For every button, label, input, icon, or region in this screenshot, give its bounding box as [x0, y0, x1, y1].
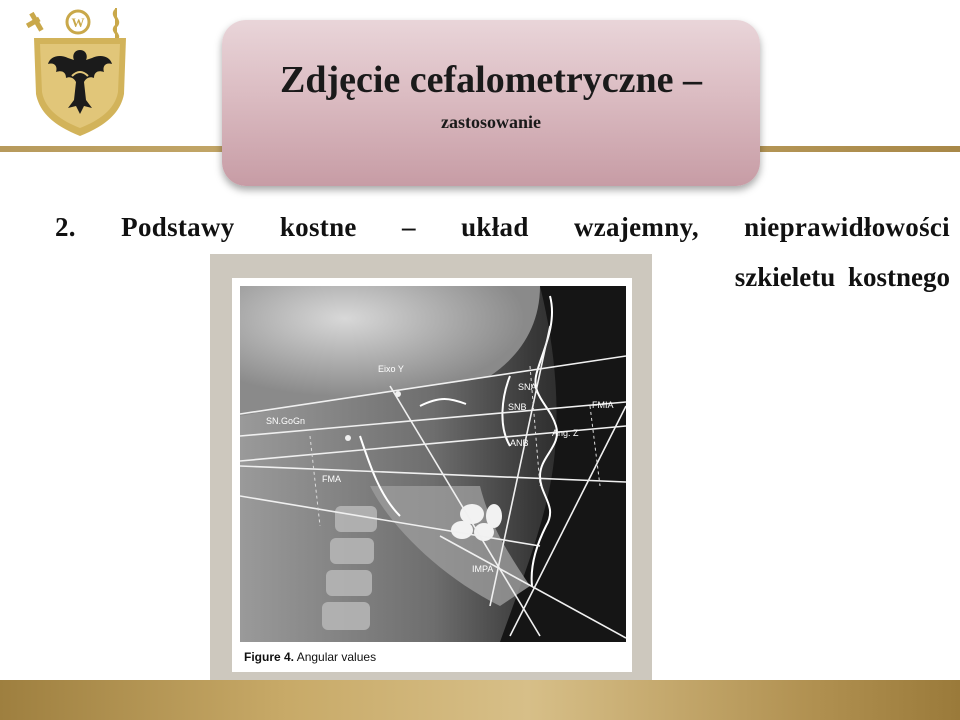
label-sn-gogn: SN.GoGn — [266, 416, 306, 426]
page-subtitle: zastosowanie — [441, 112, 541, 132]
body-text-line-1: 2. Podstawy kostne – układ wzajemny, nieprawidłowości — [55, 212, 950, 242]
figure-panel — [232, 278, 632, 672]
university-crest-logo — [20, 4, 140, 140]
label-fmia: FMIA — [592, 400, 614, 410]
figure-caption — [244, 650, 376, 664]
figure-frame — [210, 254, 652, 688]
body-text-line-2: szkieletu kostnego — [734, 262, 950, 292]
title-banner — [222, 20, 760, 186]
label-eixo-y: Eixo Y — [378, 364, 404, 374]
label-snb: SNB — [508, 402, 527, 412]
svg-text:W: W — [71, 15, 85, 30]
page-title: Zdjęcie cefalometryczne – — [279, 59, 702, 101]
figure-caption-text: Angular values — [294, 650, 377, 664]
figure-caption-number: Figure 4. — [244, 650, 295, 664]
label-fma: FMA — [322, 474, 341, 484]
crest-top-symbols-icon — [26, 8, 118, 42]
label-sna: SNA — [518, 382, 537, 392]
label-ang-z: Ang. Z — [552, 428, 579, 438]
label-impa: IMPA — [472, 564, 494, 574]
cephalometric-xray-image — [240, 286, 626, 642]
label-anb: ANB — [510, 438, 529, 448]
footer-gold-band — [0, 680, 960, 720]
